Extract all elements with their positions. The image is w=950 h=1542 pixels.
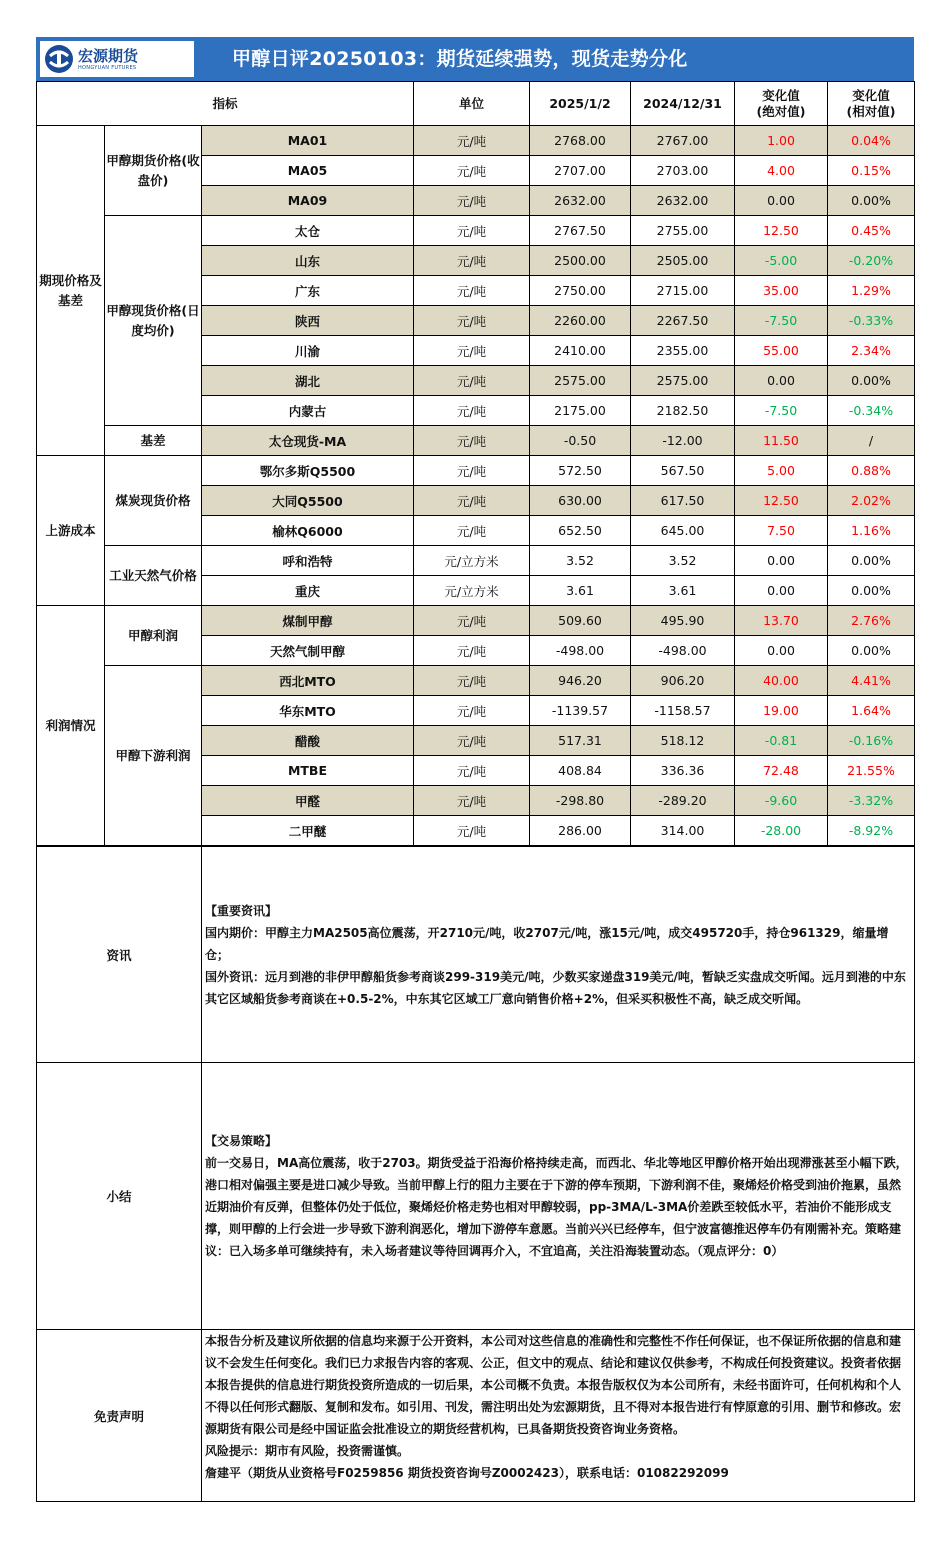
change-absolute: 11.50 xyxy=(735,426,828,456)
change-relative: 2.76% xyxy=(828,606,915,636)
value-2025-01-02: 2768.00 xyxy=(530,126,631,156)
unit-cell: 元/吨 xyxy=(414,306,530,336)
indicator-name: 大同Q5500 xyxy=(202,486,414,516)
unit-cell: 元/吨 xyxy=(414,666,530,696)
change-relative: 2.02% xyxy=(828,486,915,516)
change-relative: -0.33% xyxy=(828,306,915,336)
value-2024-12-31: 336.36 xyxy=(631,756,735,786)
value-2025-01-02: 2500.00 xyxy=(530,246,631,276)
change-absolute: -5.00 xyxy=(735,246,828,276)
unit-cell: 元/吨 xyxy=(414,156,530,186)
unit-cell: 元/吨 xyxy=(414,246,530,276)
subgroup-label-downstream: 甲醇下游利润 xyxy=(105,666,202,846)
unit-cell: 元/吨 xyxy=(414,396,530,426)
change-relative: 0.00% xyxy=(828,636,915,666)
logo-english-text: HONGYUAN FUTURES xyxy=(78,64,137,71)
indicator-name: 鄂尔多斯Q5500 xyxy=(202,456,414,486)
indicator-name: 川渝 xyxy=(202,336,414,366)
unit-cell: 元/立方米 xyxy=(414,576,530,606)
indicator-name: 华东MTO xyxy=(202,696,414,726)
indicator-name: 太仓现货-MA xyxy=(202,426,414,456)
value-2025-01-02: -1139.57 xyxy=(530,696,631,726)
news-label: 资讯 xyxy=(37,847,202,1063)
indicator-name: 呼和浩特 xyxy=(202,546,414,576)
group-label-g3: 利润情况 xyxy=(37,606,105,846)
indicator-name: 太仓 xyxy=(202,216,414,246)
unit-cell: 元/吨 xyxy=(414,786,530,816)
header-indicator: 指标 xyxy=(37,82,414,126)
value-2025-01-02: -0.50 xyxy=(530,426,631,456)
value-2024-12-31: 3.52 xyxy=(631,546,735,576)
value-2024-12-31: 2505.00 xyxy=(631,246,735,276)
change-absolute: 0.00 xyxy=(735,186,828,216)
indicator-name: 广东 xyxy=(202,276,414,306)
value-2025-01-02: 630.00 xyxy=(530,486,631,516)
value-2024-12-31: 2355.00 xyxy=(631,336,735,366)
header-unit: 单位 xyxy=(414,82,530,126)
summary-heading: 【交易策略】 xyxy=(205,1134,278,1148)
report-banner xyxy=(36,37,914,81)
unit-cell: 元/吨 xyxy=(414,366,530,396)
change-absolute: 5.00 xyxy=(735,456,828,486)
unit-cell: 元/吨 xyxy=(414,816,530,846)
value-2025-01-02: 946.20 xyxy=(530,666,631,696)
change-absolute: 12.50 xyxy=(735,486,828,516)
change-absolute: 4.00 xyxy=(735,156,828,186)
header-abs-line1: 变化值 xyxy=(762,87,800,103)
table-row xyxy=(37,216,915,246)
table-header-row xyxy=(37,82,915,126)
risk-warning: 风险提示：期市有风险，投资需谨慎。 xyxy=(205,1444,410,1458)
table-row xyxy=(37,456,915,486)
change-relative: -8.92% xyxy=(828,816,915,846)
change-absolute: 55.00 xyxy=(735,336,828,366)
indicator-name: 醋酸 xyxy=(202,726,414,756)
change-relative: -0.16% xyxy=(828,726,915,756)
indicator-name: 重庆 xyxy=(202,576,414,606)
value-2025-01-02: 2750.00 xyxy=(530,276,631,306)
unit-cell: 元/吨 xyxy=(414,696,530,726)
change-relative: 0.45% xyxy=(828,216,915,246)
indicator-name: 西北MTO xyxy=(202,666,414,696)
value-2025-01-02: 286.00 xyxy=(530,816,631,846)
unit-cell: 元/吨 xyxy=(414,456,530,486)
value-2025-01-02: 408.84 xyxy=(530,756,631,786)
change-relative: 4.41% xyxy=(828,666,915,696)
disclaimer-body xyxy=(202,1330,915,1502)
change-relative: 0.88% xyxy=(828,456,915,486)
change-relative: / xyxy=(828,426,915,456)
value-2025-01-02: 2410.00 xyxy=(530,336,631,366)
indicator-name: 煤制甲醇 xyxy=(202,606,414,636)
value-2024-12-31: 314.00 xyxy=(631,816,735,846)
change-relative: -3.32% xyxy=(828,786,915,816)
change-absolute: -7.50 xyxy=(735,306,828,336)
value-2025-01-02: 2707.00 xyxy=(530,156,631,186)
header-rel-change xyxy=(828,82,915,126)
analyst-info: 詹建平（期货从业资格号F0259856 期货投资咨询号Z0002423），联系电话：01082292099 xyxy=(205,1466,729,1480)
change-relative: -0.20% xyxy=(828,246,915,276)
header-abs-change xyxy=(735,82,828,126)
change-absolute: 1.00 xyxy=(735,126,828,156)
hongyuan-logo-icon xyxy=(44,44,74,74)
value-2025-01-02: -298.80 xyxy=(530,786,631,816)
unit-cell: 元/吨 xyxy=(414,636,530,666)
change-relative: 0.04% xyxy=(828,126,915,156)
indicator-name: MA05 xyxy=(202,156,414,186)
change-absolute: -9.60 xyxy=(735,786,828,816)
table-row xyxy=(37,606,915,636)
report-title: 甲醇日评20250103：期货延续强势，现货走势分化 xyxy=(232,48,688,70)
indicator-name: 榆林Q6000 xyxy=(202,516,414,546)
unit-cell: 元/吨 xyxy=(414,276,530,306)
change-relative: 2.34% xyxy=(828,336,915,366)
value-2024-12-31: 2267.50 xyxy=(631,306,735,336)
change-absolute: 13.70 xyxy=(735,606,828,636)
subgroup-label-profit: 甲醇利润 xyxy=(105,606,202,666)
unit-cell: 元/吨 xyxy=(414,726,530,756)
company-logo xyxy=(40,41,194,77)
value-2025-01-02: 2575.00 xyxy=(530,366,631,396)
change-absolute: 40.00 xyxy=(735,666,828,696)
value-2024-12-31: 2767.00 xyxy=(631,126,735,156)
change-absolute: 0.00 xyxy=(735,546,828,576)
summary-row xyxy=(37,1063,915,1330)
summary-label: 小结 xyxy=(37,1063,202,1330)
value-2024-12-31: 2575.00 xyxy=(631,366,735,396)
value-2024-12-31: -12.00 xyxy=(631,426,735,456)
value-2024-12-31: 2703.00 xyxy=(631,156,735,186)
value-2024-12-31: 2715.00 xyxy=(631,276,735,306)
table-row xyxy=(37,546,915,576)
unit-cell: 元/吨 xyxy=(414,516,530,546)
group-label-g2: 上游成本 xyxy=(37,456,105,606)
news-paragraph-1: 国内期价：甲醇主力MA2505高位震荡，开2710元/吨，收2707元/吨，涨15元/吨，成交495720手，持仓961329，缩量增仓； xyxy=(205,925,889,962)
unit-cell: 元/吨 xyxy=(414,186,530,216)
value-2025-01-02: 652.50 xyxy=(530,516,631,546)
table-row xyxy=(37,426,915,456)
change-relative: 0.00% xyxy=(828,366,915,396)
value-2024-12-31: 567.50 xyxy=(631,456,735,486)
change-absolute: -0.81 xyxy=(735,726,828,756)
value-2025-01-02: 3.52 xyxy=(530,546,631,576)
unit-cell: 元/吨 xyxy=(414,756,530,786)
change-absolute: 0.00 xyxy=(735,366,828,396)
value-2025-01-02: 2767.50 xyxy=(530,216,631,246)
value-2024-12-31: 906.20 xyxy=(631,666,735,696)
value-2024-12-31: -289.20 xyxy=(631,786,735,816)
indicator-name: MA01 xyxy=(202,126,414,156)
header-abs-line2: (绝对值) xyxy=(756,103,806,119)
indicator-name: 陕西 xyxy=(202,306,414,336)
news-body xyxy=(202,847,915,1063)
change-relative: 1.64% xyxy=(828,696,915,726)
subgroup-label-gas: 工业天然气价格 xyxy=(105,546,202,606)
change-absolute: 0.00 xyxy=(735,576,828,606)
value-2025-01-02: 517.31 xyxy=(530,726,631,756)
header-date2: 2024/12/31 xyxy=(631,82,735,126)
disclaimer-row xyxy=(37,1330,915,1502)
news-heading: 【重要资讯】 xyxy=(205,903,278,918)
value-2025-01-02: 3.61 xyxy=(530,576,631,606)
value-2025-01-02: 2175.00 xyxy=(530,396,631,426)
subgroup-label-spot: 甲醇现货价格(日度均价) xyxy=(105,216,202,426)
indicator-name: 山东 xyxy=(202,246,414,276)
disclaimer-text: 本报告分析及建议所依据的信息均来源于公开资料，本公司对这些信息的准确性和完整性不作任何保证，也不保证所依据的信息和建议不会发生任何变化。我们已力求报告内容的客观、公正，但文中的观点、结论和建议仅供参考，不构成任何投资建议。投资者依据本报告提供的信息进行期货投资所造成的一切后果，本公司概不负责。本报告版权仅为本公司所有，未经书面许可，任何机构和个人不得以任何形式翻版、复制和发布。如引用、刊发，需注明出处为宏源期货，且不得对本报告进行有悖原意的引用、删节和修改。宏源期货有限公司是经中国证监会批准设立的期货经营机构，已具备期货投资咨询业务资格。 xyxy=(205,1334,902,1436)
value-2024-12-31: 2755.00 xyxy=(631,216,735,246)
summary-text: 前一交易日，MA高位震荡，收于2703。期货受益于沿海价格持续走高，而西北、华北等地区甲醇价格开始出现滞涨甚至小幅下跌，港口相对偏强主要是进口减少导致。当前甲醇上行的阻力主要在于下游的停车预期，下游利润不佳，聚烯烃价格受到油价拖累，虽然近期油价有反弹，但整体仍处于低位，聚烯烃价格走势也相对甲醇较弱，pp-3MA/L-3MA价差跌至较低水平，若油价不能形成支撑，则甲醇的上行会进一步导致下游利润恶化，增加下游停车意愿。当前兴兴已经停车，但宁波富德推迟停车仍有刚需补充。策略建议：已入场多单可继续持有，未入场者建议等待回调再介入，不宜追高，关注沿海装置动态。（观点评分：0） xyxy=(205,1156,908,1258)
value-2024-12-31: 3.61 xyxy=(631,576,735,606)
value-2025-01-02: 2260.00 xyxy=(530,306,631,336)
value-2025-01-02: -498.00 xyxy=(530,636,631,666)
indicator-table xyxy=(36,81,915,846)
value-2024-12-31: 495.90 xyxy=(631,606,735,636)
change-relative: 0.00% xyxy=(828,576,915,606)
change-absolute: -7.50 xyxy=(735,396,828,426)
header-rel-line2: (相对值) xyxy=(846,103,896,119)
change-absolute: 19.00 xyxy=(735,696,828,726)
group-label-g1: 期现价格及基差 xyxy=(37,126,105,456)
subgroup-label-futures: 甲醇期货价格(收盘价) xyxy=(105,126,202,216)
report-frame xyxy=(36,37,914,1502)
unit-cell: 元/吨 xyxy=(414,126,530,156)
value-2025-01-02: 572.50 xyxy=(530,456,631,486)
value-2025-01-02: 509.60 xyxy=(530,606,631,636)
indicator-name: 二甲醚 xyxy=(202,816,414,846)
change-absolute: 72.48 xyxy=(735,756,828,786)
commentary-table xyxy=(36,846,915,1502)
indicator-name: 内蒙古 xyxy=(202,396,414,426)
change-absolute: 35.00 xyxy=(735,276,828,306)
value-2024-12-31: 518.12 xyxy=(631,726,735,756)
unit-cell: 元/立方米 xyxy=(414,546,530,576)
change-absolute: -28.00 xyxy=(735,816,828,846)
logo-text: 宏源期货 xyxy=(78,46,139,65)
change-relative: 0.00% xyxy=(828,186,915,216)
indicator-name: 天然气制甲醇 xyxy=(202,636,414,666)
disclaimer-label: 免责声明 xyxy=(37,1330,202,1502)
table-row xyxy=(37,126,915,156)
change-relative: 0.15% xyxy=(828,156,915,186)
unit-cell: 元/吨 xyxy=(414,216,530,246)
change-relative: 1.16% xyxy=(828,516,915,546)
indicator-name: 甲醛 xyxy=(202,786,414,816)
value-2024-12-31: 2632.00 xyxy=(631,186,735,216)
indicator-name: 湖北 xyxy=(202,366,414,396)
table-row xyxy=(37,666,915,696)
subgroup-label-coal: 煤炭现货价格 xyxy=(105,456,202,546)
change-absolute: 12.50 xyxy=(735,216,828,246)
change-relative: 0.00% xyxy=(828,546,915,576)
indicator-name: MTBE xyxy=(202,756,414,786)
value-2024-12-31: 617.50 xyxy=(631,486,735,516)
header-rel-line1: 变化值 xyxy=(852,87,890,103)
change-relative: 21.55% xyxy=(828,756,915,786)
value-2024-12-31: 645.00 xyxy=(631,516,735,546)
unit-cell: 元/吨 xyxy=(414,336,530,366)
summary-body xyxy=(202,1063,915,1330)
news-row xyxy=(37,847,915,1063)
indicator-name: MA09 xyxy=(202,186,414,216)
news-paragraph-2: 国外资讯：远月到港的非伊甲醇船货参考商谈299-319美元/吨，少数买家递盘319美元/吨，暂缺乏实盘成交听闻。远月到港的中东其它区域船货参考商谈在+0.5-2%，中东其它区域工厂意向销售价格+2%，但采买积极性不高，缺乏成交听闻。 xyxy=(205,969,906,1006)
unit-cell: 元/吨 xyxy=(414,486,530,516)
header-date1: 2025/1/2 xyxy=(530,82,631,126)
value-2024-12-31: -1158.57 xyxy=(631,696,735,726)
unit-cell: 元/吨 xyxy=(414,606,530,636)
unit-cell: 元/吨 xyxy=(414,426,530,456)
change-absolute: 0.00 xyxy=(735,636,828,666)
value-2024-12-31: 2182.50 xyxy=(631,396,735,426)
change-relative: 1.29% xyxy=(828,276,915,306)
subgroup-label-basis: 基差 xyxy=(105,426,202,456)
change-absolute: 7.50 xyxy=(735,516,828,546)
change-relative: -0.34% xyxy=(828,396,915,426)
value-2024-12-31: -498.00 xyxy=(631,636,735,666)
value-2025-01-02: 2632.00 xyxy=(530,186,631,216)
